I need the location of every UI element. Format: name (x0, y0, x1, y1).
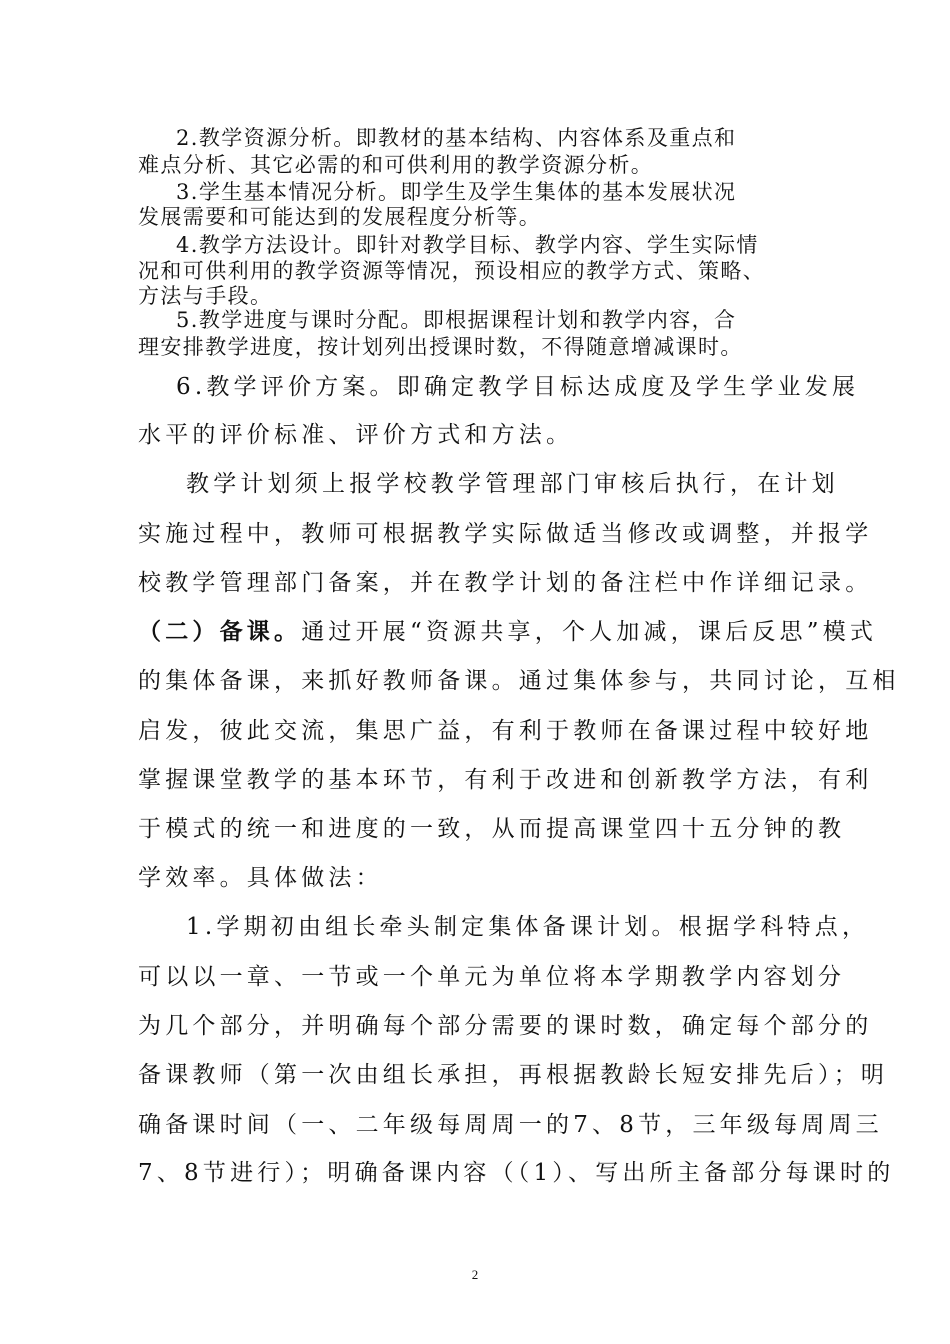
section-intro-text: 通过开展“资源共享，个人加减，课后反思”模式 (301, 619, 878, 645)
paragraph-line: 可以以一章、一节或一个单元为单位将本学期教学内容划分 (138, 964, 846, 990)
paragraph-line: 况和可供利用的教学资源等情况，预设相应的教学方式、策略、 (138, 259, 766, 283)
paragraph-line: 6.教学评价方案。即确定教学目标达成度及学生学业发展 (176, 374, 860, 400)
paragraph-line: 实施过程中，教师可根据教学实际做适当修改或调整，并报学 (138, 521, 873, 547)
paragraph-line: 理安排教学进度，按计划列出授课时数，不得随意增减课时。 (138, 335, 743, 359)
paragraph-line: 1.学期初由组长牵头制定集体备课计划。根据学科特点， (186, 914, 870, 940)
paragraph-line: 方法与手段。 (138, 284, 273, 308)
paragraph-line: 确备课时间（一、二年级每周周一的7、8节，三年级每周周三 (138, 1112, 883, 1138)
paragraph-line: 的集体备课，来抓好教师备课。通过集体参与，共同讨论，互相 (138, 668, 900, 694)
paragraph-line: 学效率。具体做法： (138, 865, 383, 891)
paragraph-line: 于模式的统一和进度的一致，从而提高课堂四十五分钟的教 (138, 816, 846, 842)
paragraph-line: 4.教学方法设计。即针对教学目标、教学内容、学生实际情 (176, 233, 759, 257)
paragraph-line: 5.教学进度与课时分配。即根据课程计划和教学内容，合 (176, 308, 737, 332)
paragraph-line: 2.教学资源分析。即教材的基本结构、内容体系及重点和 (176, 126, 737, 150)
paragraph-line: 3.学生基本情况分析。即学生及学生集体的基本发展状况 (176, 180, 737, 204)
paragraph-line: 教学计划须上报学校教学管理部门审核后执行，在计划 (186, 471, 839, 497)
paragraph-line: 7、8节进行）；明确备课内容（（1）、写出所主备部分每课时的 (138, 1160, 895, 1186)
section-heading-line (138, 613, 878, 646)
paragraph-line: 校教学管理部门备案，并在教学计划的备注栏中作详细记录。 (138, 570, 873, 596)
paragraph-line: 发展需要和可能达到的发展程度分析等。 (138, 205, 542, 229)
paragraph-line: 为几个部分，并明确每个部分需要的课时数，确定每个部分的 (138, 1013, 873, 1039)
paragraph-line: 水平的评价标准、评价方式和方法。 (138, 422, 574, 448)
paragraph-line: 掌握课堂教学的基本环节，有利于改进和创新教学方法，有利 (138, 767, 873, 793)
page-number: 2 (471, 1267, 479, 1282)
paragraph-line: 启发，彼此交流，集思广益，有利于教师在备课过程中较好地 (138, 718, 873, 744)
paragraph-line: 备课教师（第一次由组长承担，再根据教龄长短安排先后）；明 (138, 1062, 889, 1088)
section-heading: （二）备课。 (138, 618, 302, 645)
paragraph-line: 难点分析、其它必需的和可供利用的教学资源分析。 (138, 153, 654, 177)
